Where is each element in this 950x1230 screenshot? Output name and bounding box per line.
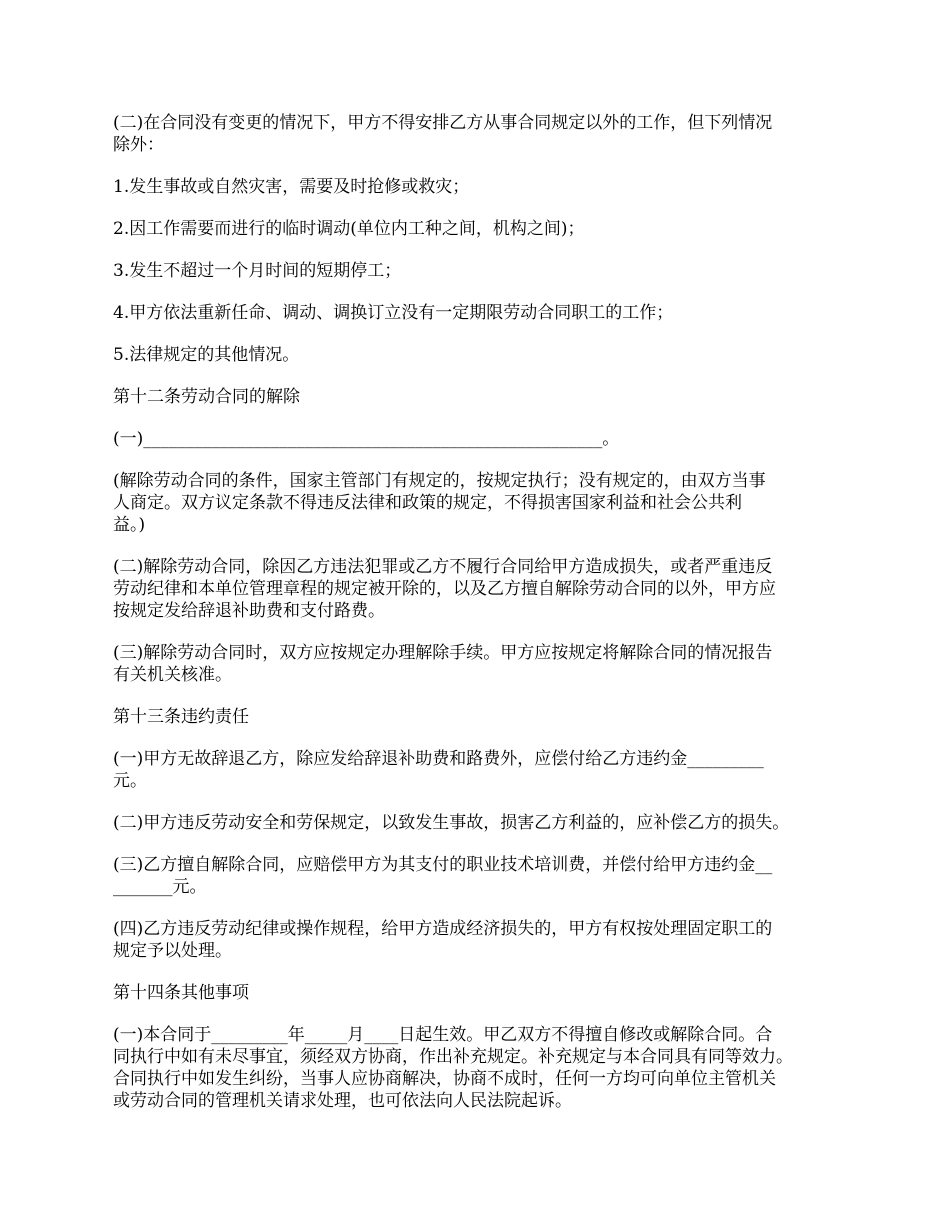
paragraph-article-12-item-1: (一)______________________________________________________。 <box>113 429 620 449</box>
paragraph-exception-2: 2.因工作需要而进行的临时调动(单位内工种之间，机构之间)； <box>113 219 585 239</box>
paragraph-article-12-item-3: (三)解除劳动合同时，双方应按规定办理解除手续。甲方应按规定将解除合同的情况报告 有关机关核准。 <box>113 643 773 685</box>
paragraph-clause-2-exceptions: (二)在合同没有变更的情况下，甲方不得安排乙方从事合同规定以外的工作，但下列情况 除外： <box>113 113 773 155</box>
heading-article-14: 第十四条其他事项 <box>113 983 249 1003</box>
paragraph-exception-1: 1.发生事故或自然灾害，需要及时抢修或救灾； <box>113 177 470 197</box>
paragraph-article-13-item-4: (四)乙方违反劳动纪律或操作规程，给甲方造成经济损失的，甲方有权按处理固定职工的 规定予以处理。 <box>113 919 773 961</box>
paragraph-article-13-item-2: (二)甲方违反劳动安全和劳保规定，以致发生事故，损害乙方利益的，应补偿乙方的损失。 <box>113 813 790 833</box>
paragraph-exception-4: 4.甲方依法重新任命、调动、调换订立没有一定期限劳动合同职工的工作； <box>113 303 674 323</box>
paragraph-article-14-item-1: (一)本合同于_________年_____月____日起生效。甲乙双方不得擅自修改或解除合同。合 同执行中如有未尽事宜，须经双方协商，作出补充规定。补充规定与本合同具有同等效力。 合同执行中如发生纠纷，当事人应协商解决，协商不成时，任何一方均可向单位主管机关 或劳动合同的管理机关请求处理，也可依法向人民法院起诉。 <box>113 1025 793 1111</box>
paragraph-article-13-item-3: (三)乙方擅自解除合同，应赔偿甲方为其支付的职业技术培训费，并偿付给甲方违约金__ _______元。 <box>113 855 773 897</box>
paragraph-exception-5: 5.法律规定的其他情况。 <box>113 345 300 365</box>
document-page <box>113 112 853 1112</box>
heading-article-12: 第十二条劳动合同的解除 <box>113 387 300 407</box>
paragraph-exception-3: 3.发生不超过一个月时间的短期停工； <box>113 261 402 281</box>
heading-article-13: 第十三条违约责任 <box>113 707 249 727</box>
paragraph-article-12-note: (解除劳动合同的条件，国家主管部门有规定的，按规定执行；没有规定的，由双方当事 人商定。双方议定条款不得违反法律和政策的规定，不得损害国家利益和社会公共利 益。) <box>113 471 766 535</box>
paragraph-article-12-item-2: (二)解除劳动合同，除因乙方违法犯罪或乙方不履行合同给甲方造成损失，或者严重违反 劳动纪律和本单位管理章程的规定被开除的，以及乙方擅自解除劳动合同的以外，甲方应 按规定发给辞退补助费和支付路费。 <box>113 557 776 621</box>
paragraph-article-13-item-1: (一)甲方无故辞退乙方，除应发给辞退补助费和路费外，应偿付给乙方违约金_________ 元。 <box>113 749 764 791</box>
